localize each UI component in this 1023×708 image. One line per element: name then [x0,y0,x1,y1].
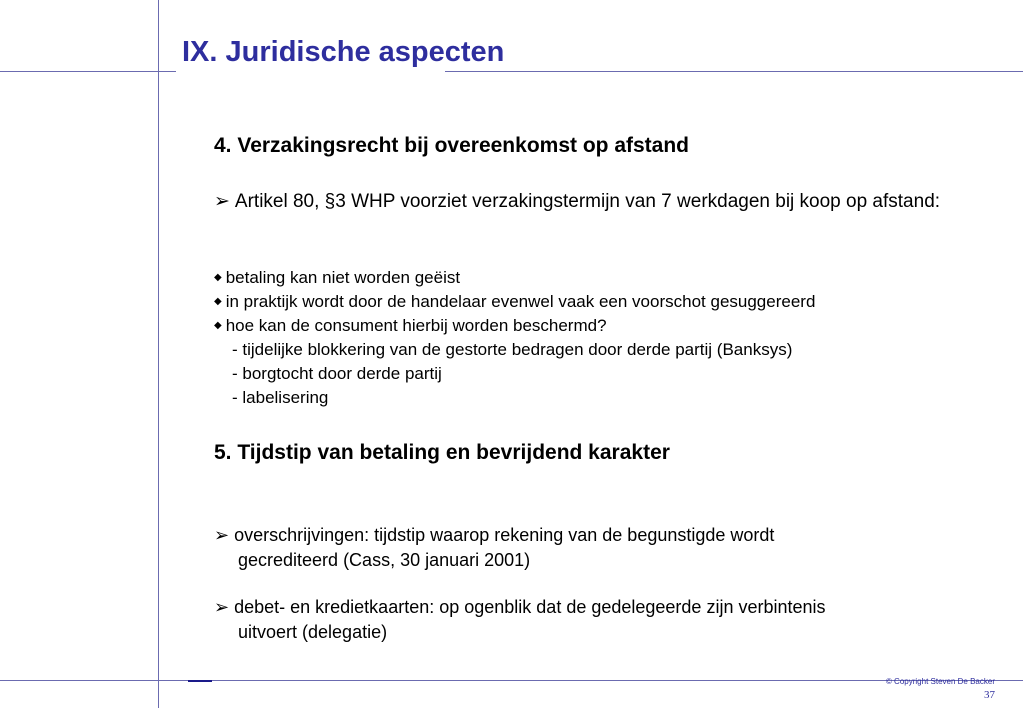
arrow-bullet-icon: ➢ [214,597,230,617]
section-4-heading: 4. Verzakingsrecht bij overeenkomst op afstand [214,134,689,157]
top-rule-left [0,71,176,72]
item-continuation: gecrediteerd (Cass, 30 januari 2001) [238,550,531,570]
bullet-text: hoe kan de consument hierbij worden beschermd? [225,316,607,335]
copyright-notice: © Copyright Steven De Backer [885,677,995,686]
payment-item-transfers [214,523,974,573]
bottom-rule-accent [188,680,212,682]
diamond-bullet-icon: ◆ [214,296,222,307]
bullet-text: betaling kan niet worden geëist [225,268,461,287]
section-5-heading: 5. Tijdstip van betaling en bevrijdend karakter [214,441,670,464]
slide-title: IX. Juridische aspecten [182,36,505,68]
arrow-bullet-icon: ➢ [214,525,230,545]
payment-item-cards [214,595,974,645]
diamond-bullet-icon: ◆ [214,320,222,331]
sub-item: - borgtocht door derde partij [232,364,442,383]
sub-item: - labelisering [232,388,329,407]
item-first-line [214,595,974,620]
item-text: debet- en kredietkaarten: op ogenblik dat de gedelegeerde zijn verbintenis [234,597,826,617]
item-continuation: uitvoert (delegatie) [238,622,388,642]
article-paragraph [214,188,965,215]
arrow-bullet-icon: ➢ [214,191,230,212]
bullet-text: in praktijk wordt door de handelaar evenwel vaak een voorschot gesuggereerd [225,292,816,311]
vertical-rule [158,0,159,708]
item-text: overschrijvingen: tijdstip waarop rekening van de begunstigde wordt [234,525,775,545]
diamond-bullet-icon: ◆ [214,272,222,283]
item-first-line [214,523,974,548]
top-rule-right [445,71,1023,72]
sub-item: - tijdelijke blokkering van de gestorte bedragen door derde partij (Banksys) [232,340,793,359]
bullet-list [214,266,994,410]
list-item [214,266,994,290]
page-number: 37 [984,689,995,701]
article-text: Artikel 80, §3 WHP voorziet verzakingstermijn van 7 werkdagen bij koop op afstand: [234,191,941,212]
bottom-rule [0,680,1023,681]
list-item [214,290,994,314]
list-item [214,314,994,338]
